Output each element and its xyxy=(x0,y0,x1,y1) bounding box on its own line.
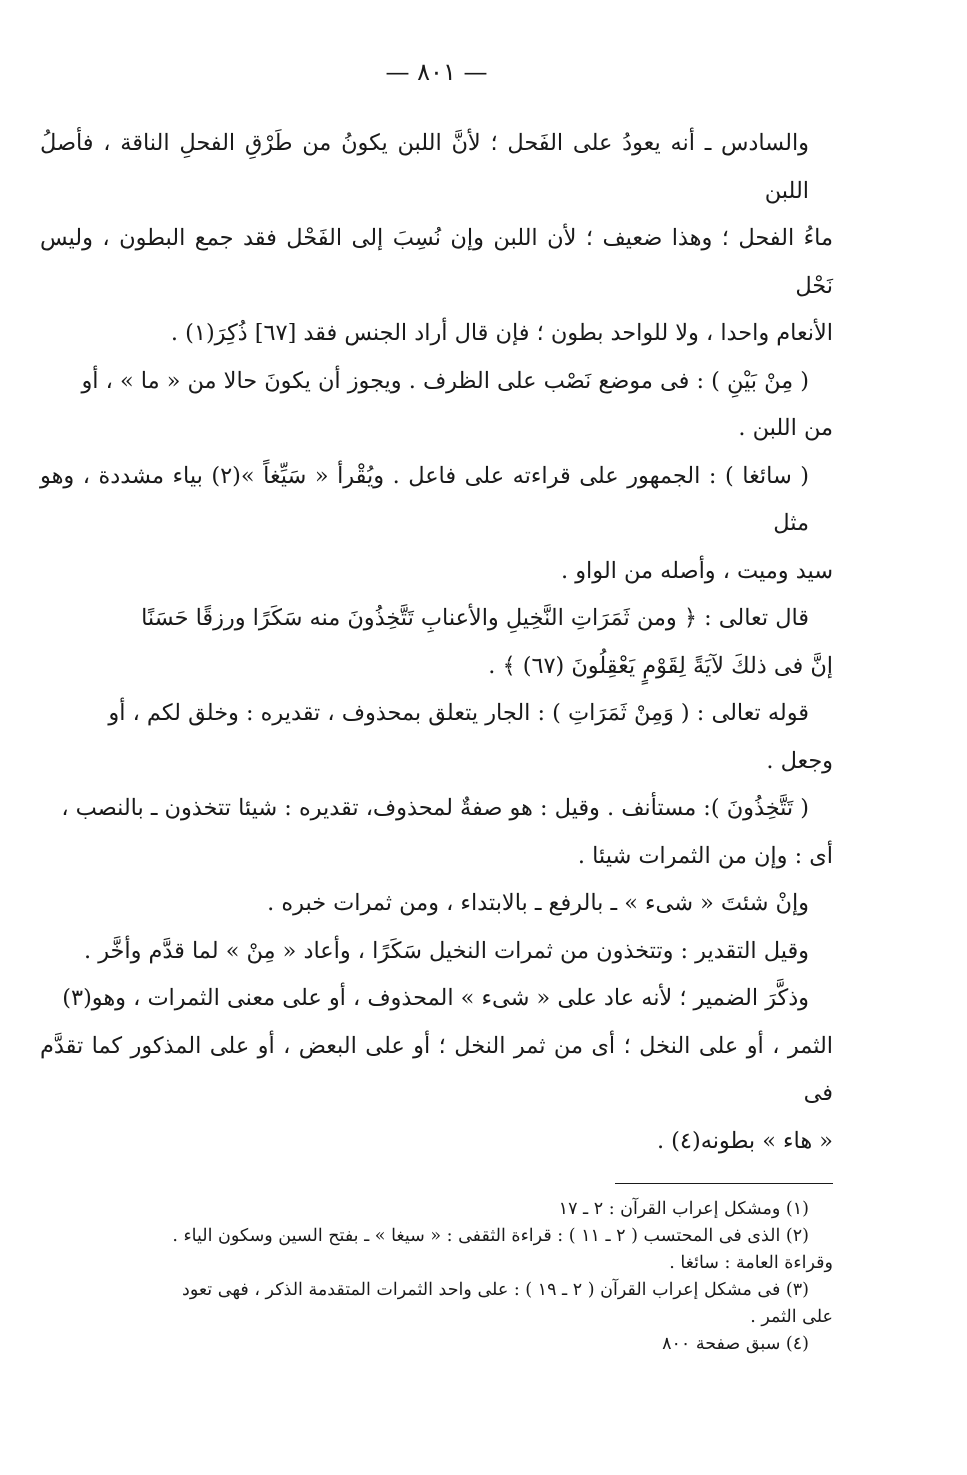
footnote: (٤) سبق صفحة ٨٠٠ xyxy=(662,1334,809,1354)
quran-verse-line: إنَّ فى ذلكَ لآيَةً لِقَوْمٍ يَعْقِلُونَ (٦٧) ﴾ . xyxy=(488,652,833,679)
text-line: الأنعام واحدا ، ولا للواحد بطون ؛ فإن قال أراد الجنس فقد [٦٧] ذُكِرَ(١) . xyxy=(170,320,833,346)
footnote: (٢) الذى فى المحتسب ( ٢ ـ ١١ ) : قراءة الثقفى : « سيغا » ـ بفتح السين وسكون الياء . xyxy=(172,1226,809,1246)
text-line: والسادس ـ أنه يعودُ على الفَحل ؛ لأنَّ اللبن يكونُ من طَرْقِ الفحلِ الناقة ، فأصلُ اللبن xyxy=(40,130,809,204)
footnote-continuation: على الثمر . xyxy=(750,1307,833,1327)
text-line: وإنْ شئتَ « شىء » ـ بالرفع ـ بالابتداء ، ومن ثمرات خبره . xyxy=(267,890,809,916)
text-line: من اللبن . xyxy=(738,415,833,441)
footnote: (٣) فى مشكل إعراب القرآن ( ٢ ـ ١٩ ) : على واحد الثمرات المتقدمة الذكر ، فهى تعود xyxy=(182,1280,809,1300)
text-line: وقيل التقدير : وتتخذون من ثمرات النخيل سَكَرًا ، وأعاد « مِنْ » لما قدَّم وأخَّر . xyxy=(83,937,809,964)
text-line: ( سائغا ) : الجمهور على قراءته على فاعل . ويُقْرأ « سَيِّغاً »(٢) بياء مشددة ، وهو مثل xyxy=(40,462,809,536)
page-number: — ٨٠١ — xyxy=(385,58,488,86)
text-line: وجعل . xyxy=(766,747,833,774)
footnotes xyxy=(40,1196,833,1358)
footnote-continuation: وقراءة العامة : سائغا . xyxy=(669,1253,833,1273)
document-page xyxy=(40,52,833,1358)
text-line: ( مِنْ بَيْنِ ) : فى موضع نَصْب على الظرف . ويجوز أن يكونَ حالا من « ما » ، أو xyxy=(81,367,809,394)
main-text xyxy=(40,120,833,1165)
text-line: سيد وميت ، وأصله من الواو . xyxy=(560,557,833,584)
footnote-divider xyxy=(615,1183,833,1184)
quran-verse-line: قال تعالى : ﴿ ومن ثَمَرَاتِ النَّخِيلِ والأعنابِ تَتَّخِذُونَ منه سَكَرًا ورزقًا حَسَنًا xyxy=(141,605,809,631)
text-line: وذكَّرَ الضمير ؛ لأنه عاد على « شىء » المحذوف ، أو على معنى الثمرات ، وهو(٣) xyxy=(62,985,809,1011)
text-line: أى : وإن من الثمرات شيئا . xyxy=(577,842,833,869)
text-line: « هاء » بطونه(٤) . xyxy=(656,1127,833,1154)
footnote: (١) ومشكل إعراب القرآن : ٢ ـ ١٧ xyxy=(558,1199,809,1219)
text-line: قوله تعالى : ( وَمِنْ ثَمَرَاتِ ) : الجار يتعلق بمحذوف ، تقديره : وخلق لكم ، أو xyxy=(108,700,809,726)
text-line: الثمر ، أو على النخل ؛ أى من ثمر النخل ؛ أو على البعض ، أو على المذكور كما تقدَّم فى xyxy=(40,1032,833,1106)
text-line: ماءُ الفحل ؛ وهذا ضعيف ؛ لأن اللبن وإن نُسِبَ إلى الفَحْل فقد جمع البطون ، وليس نَحْل xyxy=(40,225,833,299)
text-line: ( تَتَّخِذُونَ ): مستأنف . وقيل : هو صفةٌ لمحذوف، تقديره : شيئا تتخذون ـ بالنصب ، xyxy=(61,795,809,821)
